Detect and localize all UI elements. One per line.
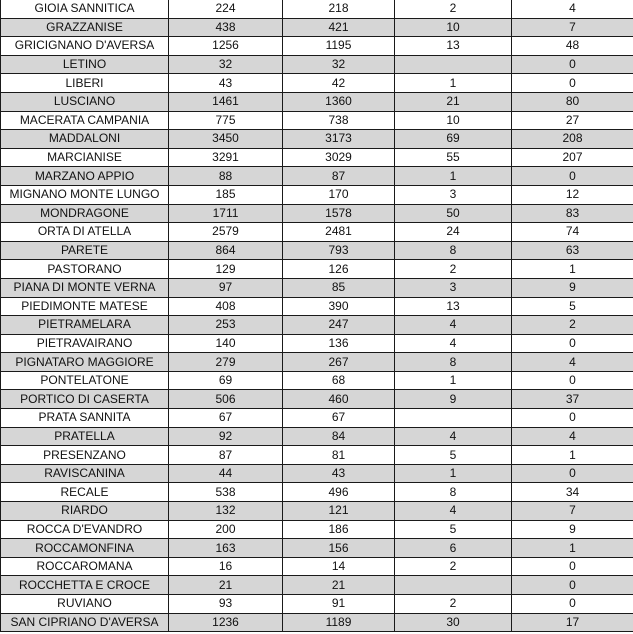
value-cell: 87 (169, 446, 283, 465)
value-cell: 1 (512, 446, 633, 465)
value-cell: 775 (169, 111, 283, 130)
table-row (1, 353, 633, 372)
municipality-name-cell: PIETRAMELARA (1, 316, 169, 335)
value-cell: 0 (512, 167, 633, 186)
value-cell: 48 (512, 37, 633, 56)
value-cell: 12 (512, 185, 633, 204)
value-cell: 8 (395, 241, 512, 260)
value-cell: 43 (169, 74, 283, 93)
value-cell: 738 (283, 111, 395, 130)
value-cell: 83 (512, 204, 633, 223)
value-cell: 4 (395, 316, 512, 335)
value-cell (395, 576, 512, 595)
municipality-name-cell: MADDALONI (1, 130, 169, 149)
value-cell: 1236 (169, 613, 283, 632)
table-row (1, 92, 633, 111)
value-cell: 5 (395, 520, 512, 539)
value-cell: 16 (169, 557, 283, 576)
table-row (1, 409, 633, 428)
value-cell: 30 (395, 613, 512, 632)
table-row (1, 204, 633, 223)
value-cell: 80 (512, 92, 633, 111)
value-cell: 21 (169, 576, 283, 595)
municipality-name-cell: PASTORANO (1, 260, 169, 279)
value-cell: 0 (512, 576, 633, 595)
value-cell: 69 (395, 130, 512, 149)
value-cell: 5 (512, 297, 633, 316)
value-cell: 163 (169, 539, 283, 558)
municipality-name-cell: GRAZZANISE (1, 18, 169, 37)
value-cell: 67 (169, 409, 283, 428)
municipality-name-cell: RIARDO (1, 502, 169, 521)
value-cell: 1360 (283, 92, 395, 111)
value-cell: 460 (283, 390, 395, 409)
table-row (1, 278, 633, 297)
value-cell: 44 (169, 464, 283, 483)
table-row (1, 223, 633, 242)
municipality-name-cell: MARZANO APPIO (1, 167, 169, 186)
value-cell: 68 (283, 371, 395, 390)
value-cell: 4 (512, 0, 633, 18)
value-cell: 390 (283, 297, 395, 316)
table-row (1, 241, 633, 260)
table-row (1, 502, 633, 521)
value-cell: 97 (169, 278, 283, 297)
municipality-name-cell: ROCCHETTA E CROCE (1, 576, 169, 595)
value-cell: 14 (283, 557, 395, 576)
value-cell: 126 (283, 260, 395, 279)
value-cell: 253 (169, 316, 283, 335)
table-row (1, 557, 633, 576)
table-row (1, 613, 633, 632)
municipality-name-cell: LETINO (1, 55, 169, 74)
value-cell: 2 (395, 260, 512, 279)
value-cell: 1461 (169, 92, 283, 111)
municipality-name-cell: ROCCA D'EVANDRO (1, 520, 169, 539)
value-cell: 7 (512, 502, 633, 521)
table-row (1, 483, 633, 502)
municipality-name-cell: ROCCAMONFINA (1, 539, 169, 558)
value-cell: 87 (283, 167, 395, 186)
municipality-name-cell: PIANA DI MONTE VERNA (1, 278, 169, 297)
value-cell: 224 (169, 0, 283, 18)
value-cell: 84 (283, 427, 395, 446)
value-cell: 6 (395, 539, 512, 558)
value-cell: 69 (169, 371, 283, 390)
municipality-name-cell: LUSCIANO (1, 92, 169, 111)
municipality-name-cell: PIEDIMONTE MATESE (1, 297, 169, 316)
value-cell: 24 (395, 223, 512, 242)
value-cell: 8 (395, 353, 512, 372)
value-cell: 9 (512, 520, 633, 539)
value-cell: 1189 (283, 613, 395, 632)
value-cell: 0 (512, 55, 633, 74)
table-row (1, 260, 633, 279)
value-cell: 121 (283, 502, 395, 521)
value-cell: 4 (395, 427, 512, 446)
value-cell: 1711 (169, 204, 283, 223)
table-row (1, 576, 633, 595)
value-cell: 864 (169, 241, 283, 260)
value-cell: 13 (395, 297, 512, 316)
value-cell: 67 (283, 409, 395, 428)
value-cell: 2 (395, 0, 512, 18)
value-cell: 3291 (169, 148, 283, 167)
municipality-name-cell: SAN CIPRIANO D'AVERSA (1, 613, 169, 632)
table-row (1, 539, 633, 558)
value-cell: 185 (169, 185, 283, 204)
municipality-name-cell: PRATA SANNITA (1, 409, 169, 428)
municipality-name-cell: PARETE (1, 241, 169, 260)
value-cell: 408 (169, 297, 283, 316)
value-cell: 63 (512, 241, 633, 260)
table-row (1, 520, 633, 539)
value-cell: 1195 (283, 37, 395, 56)
municipality-name-cell: PIGNATARO MAGGIORE (1, 353, 169, 372)
value-cell: 3450 (169, 130, 283, 149)
municipality-name-cell: MACERATA CAMPANIA (1, 111, 169, 130)
value-cell: 74 (512, 223, 633, 242)
value-cell: 34 (512, 483, 633, 502)
municipality-name-cell: PONTELATONE (1, 371, 169, 390)
value-cell: 5 (395, 446, 512, 465)
value-cell (395, 409, 512, 428)
value-cell: 3029 (283, 148, 395, 167)
value-cell: 1 (395, 74, 512, 93)
table-row (1, 148, 633, 167)
value-cell: 218 (283, 0, 395, 18)
value-cell: 247 (283, 316, 395, 335)
value-cell: 140 (169, 334, 283, 353)
table-row (1, 446, 633, 465)
value-cell: 506 (169, 390, 283, 409)
value-cell: 10 (395, 111, 512, 130)
municipality-name-cell: ROCCAROMANA (1, 557, 169, 576)
value-cell: 0 (512, 334, 633, 353)
value-cell: 0 (512, 409, 633, 428)
value-cell: 21 (283, 576, 395, 595)
value-cell: 4 (512, 427, 633, 446)
table-row (1, 427, 633, 446)
value-cell: 2481 (283, 223, 395, 242)
table-body (1, 0, 633, 632)
table-row (1, 371, 633, 390)
municipality-name-cell: GIOIA SANNITICA (1, 0, 169, 18)
municipality-name-cell: MARCIANISE (1, 148, 169, 167)
value-cell: 186 (283, 520, 395, 539)
value-cell: 42 (283, 74, 395, 93)
value-cell: 0 (512, 371, 633, 390)
municipality-name-cell: RUVIANO (1, 595, 169, 614)
municipality-name-cell: RECALE (1, 483, 169, 502)
municipality-name-cell: ORTA DI ATELLA (1, 223, 169, 242)
value-cell: 1 (512, 539, 633, 558)
value-cell: 207 (512, 148, 633, 167)
table-row (1, 18, 633, 37)
table-row (1, 334, 633, 353)
municipality-name-cell: PRATELLA (1, 427, 169, 446)
value-cell: 421 (283, 18, 395, 37)
value-cell: 136 (283, 334, 395, 353)
value-cell: 156 (283, 539, 395, 558)
value-cell: 93 (169, 595, 283, 614)
value-cell: 3173 (283, 130, 395, 149)
value-cell: 1 (395, 464, 512, 483)
value-cell: 0 (512, 595, 633, 614)
value-cell: 32 (169, 55, 283, 74)
value-cell: 91 (283, 595, 395, 614)
value-cell: 267 (283, 353, 395, 372)
value-cell: 81 (283, 446, 395, 465)
value-cell: 279 (169, 353, 283, 372)
value-cell: 1 (512, 260, 633, 279)
value-cell: 17 (512, 613, 633, 632)
table-row (1, 0, 633, 18)
value-cell: 208 (512, 130, 633, 149)
value-cell: 9 (395, 390, 512, 409)
table-row (1, 464, 633, 483)
municipality-name-cell: MIGNANO MONTE LUNGO (1, 185, 169, 204)
value-cell: 1 (395, 371, 512, 390)
value-cell: 10 (395, 18, 512, 37)
value-cell: 50 (395, 204, 512, 223)
value-cell: 4 (395, 334, 512, 353)
municipality-name-cell: PORTICO DI CASERTA (1, 390, 169, 409)
table-row (1, 111, 633, 130)
municipality-name-cell: GRICIGNANO D'AVERSA (1, 37, 169, 56)
value-cell: 438 (169, 18, 283, 37)
value-cell: 4 (395, 502, 512, 521)
municipality-name-cell: RAVISCANINA (1, 464, 169, 483)
value-cell: 0 (512, 74, 633, 93)
municipality-name-cell: PIETRAVAIRANO (1, 334, 169, 353)
table-row (1, 74, 633, 93)
value-cell: 129 (169, 260, 283, 279)
value-cell: 170 (283, 185, 395, 204)
value-cell: 43 (283, 464, 395, 483)
value-cell: 1578 (283, 204, 395, 223)
value-cell: 2 (395, 557, 512, 576)
value-cell: 3 (395, 185, 512, 204)
table-row (1, 297, 633, 316)
value-cell: 0 (512, 557, 633, 576)
municipality-name-cell: MONDRAGONE (1, 204, 169, 223)
value-cell: 1 (395, 167, 512, 186)
value-cell: 2 (395, 595, 512, 614)
value-cell: 13 (395, 37, 512, 56)
table-row (1, 167, 633, 186)
table-row (1, 595, 633, 614)
value-cell: 55 (395, 148, 512, 167)
municipality-name-cell: PRESENZANO (1, 446, 169, 465)
value-cell: 2 (512, 316, 633, 335)
value-cell: 27 (512, 111, 633, 130)
value-cell: 92 (169, 427, 283, 446)
value-cell: 2579 (169, 223, 283, 242)
table-row (1, 37, 633, 56)
value-cell: 200 (169, 520, 283, 539)
table-row (1, 130, 633, 149)
value-cell: 37 (512, 390, 633, 409)
value-cell: 793 (283, 241, 395, 260)
value-cell: 7 (512, 18, 633, 37)
value-cell: 496 (283, 483, 395, 502)
table-row (1, 316, 633, 335)
value-cell: 88 (169, 167, 283, 186)
value-cell: 0 (512, 464, 633, 483)
value-cell: 1256 (169, 37, 283, 56)
value-cell: 32 (283, 55, 395, 74)
municipality-name-cell: LIBERI (1, 74, 169, 93)
value-cell: 3 (395, 278, 512, 297)
value-cell: 21 (395, 92, 512, 111)
table-row (1, 55, 633, 74)
value-cell (395, 55, 512, 74)
value-cell: 538 (169, 483, 283, 502)
value-cell: 85 (283, 278, 395, 297)
value-cell: 8 (395, 483, 512, 502)
table-row (1, 390, 633, 409)
value-cell: 4 (512, 353, 633, 372)
value-cell: 132 (169, 502, 283, 521)
table-row (1, 185, 633, 204)
value-cell: 9 (512, 278, 633, 297)
